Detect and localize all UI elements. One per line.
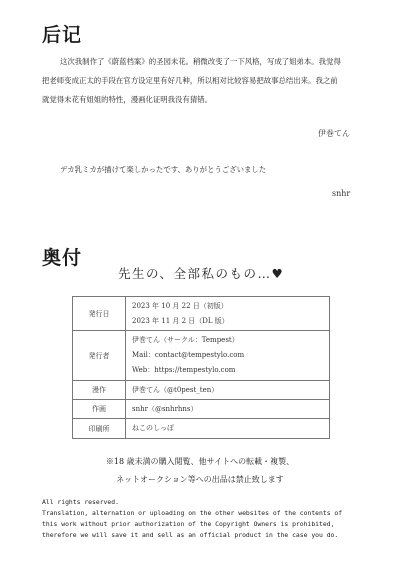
- publisher-circle: 伊巻てん（サークル：Tempest）: [132, 336, 239, 344]
- afterword-heading: 后记: [42, 24, 83, 46]
- afterword-thanks-line: デカ乳ミカが描けて楽しかったです、ありがとうございました: [60, 165, 267, 174]
- colophon-row-writer: [73, 381, 330, 400]
- afterword-signature-author: 伊巻てん: [318, 129, 350, 138]
- afterword-line-2: 把老师变成正太的手段在官方设定里有好几种，所以相对比较容易把故事总结出来。我之前: [42, 76, 338, 85]
- artist-name: snhr（@snhrhns）: [132, 404, 198, 413]
- afterword-line-3: 就觉得未花有姐姐的特性，漫画化证明我没有猜错。: [42, 95, 212, 104]
- release-date-dl: 2023 年 11 月 2 日（DL 版）: [132, 316, 229, 325]
- rights-line-1: All rights reserved.: [42, 498, 119, 506]
- colophon-key-artist: 作画: [73, 400, 126, 419]
- afterword-signature-artist: snhr: [332, 189, 351, 198]
- publisher-web: Web：https://tempestylo.com: [132, 366, 236, 374]
- colophon-key-publisher: 発行者: [73, 331, 126, 381]
- colophon-key-release: 発行日: [73, 297, 126, 331]
- colophon-key-printer: 印刷所: [73, 419, 126, 439]
- notice-line-1: ※18 歳未満の購入閲覧、他サイトへの転載・複製、: [105, 457, 295, 466]
- publisher-mail: Mail：contact@tempestylo.com: [132, 351, 245, 359]
- colophon-key-writer: 漫作: [73, 381, 126, 400]
- colophon-row-release: [73, 297, 330, 331]
- release-date-original: 2023 年 10 月 22 日（初版）: [132, 301, 228, 310]
- rights-line-3: this work without prior authorization of the Copyright Owners is prohibited,: [42, 520, 335, 528]
- colophon-table: [72, 296, 330, 439]
- rights-line-4: therefore we will save it and sell as an official product in the case you do.: [42, 531, 339, 539]
- writer-name: 伊巻てん（@t0pest_ten）: [132, 385, 219, 394]
- colophon-heading: 奥付: [42, 247, 83, 269]
- colophon-row-publisher: [73, 331, 330, 381]
- colophon-row-printer: [73, 419, 330, 439]
- afterword-line-1: 这次我制作了《蔚蓝档案》的圣园未花。稍微改变了一下风格，写成了姐弟本。我觉得: [60, 57, 341, 66]
- rights-line-2: Translation, alternation or uploading on the other websites of the contents of: [42, 509, 343, 517]
- colophon-row-artist: [73, 400, 330, 419]
- printer-name: ねこのしっぽ: [132, 424, 174, 432]
- notice-line-2: ネットオークション等への出品は禁止致します: [116, 475, 284, 484]
- work-title: 先生の、全部私のもの…♥: [118, 266, 285, 281]
